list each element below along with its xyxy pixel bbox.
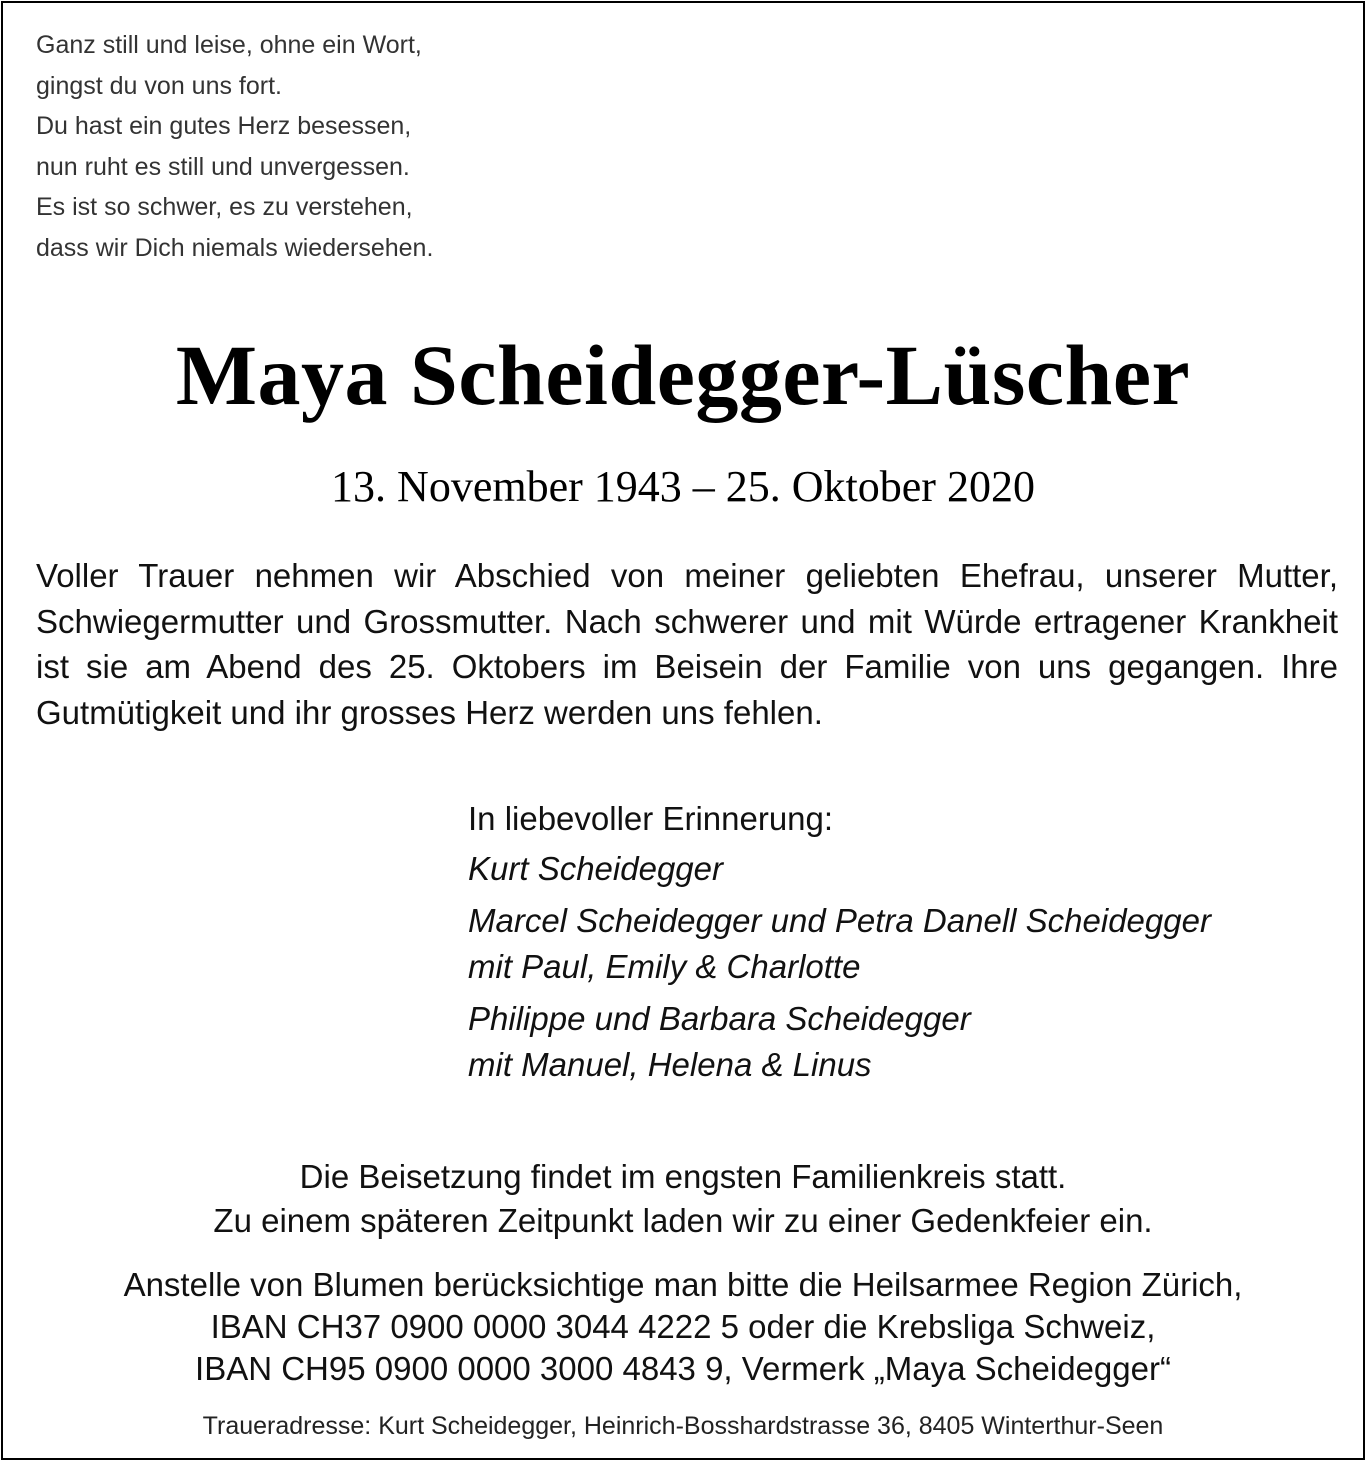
poem-line: dass wir Dich niemals wiedersehen. [36, 233, 434, 262]
funeral-line: Die Beisetzung findet im engsten Familienkreis statt. [299, 1158, 1067, 1195]
donation-line: IBAN CH37 0900 0000 3044 4222 5 oder die Krebsliga Schweiz, [210, 1308, 1156, 1345]
poem-line: Du hast ein gutes Herz besessen, [36, 112, 412, 140]
donation-line: IBAN CH95 0900 0000 3000 4843 9, Vermerk „Maya Scheidegger“ [195, 1350, 1171, 1387]
poem-line: Es ist so schwer, es zu verstehen, [36, 193, 413, 221]
life-dates: 13. November 1943 – 25. Oktober 2020 [331, 462, 1035, 511]
mourner-line: Marcel Scheidegger und Petra Danell Scheidegger [468, 902, 1211, 939]
poem-line: gingst du von uns fort. [36, 71, 282, 100]
poem-line: Ganz still und leise, ohne ein Wort, [36, 31, 422, 59]
obituary-frame [1, 1, 1365, 1460]
mourner-group [468, 898, 1211, 990]
poem [36, 25, 433, 268]
mourning-address: Traueradresse: Kurt Scheidegger, Heinrich-Bosshardstrasse 36, 8405 Winterthur-Seen [202, 1412, 1164, 1440]
deceased-name: Maya Scheidegger-Lüscher [175, 327, 1191, 423]
mourners-intro: In liebevoller Erinnerung: [468, 800, 834, 837]
mourner-line: Philippe und Barbara Scheidegger [468, 1000, 971, 1037]
mourner-line: Kurt Scheidegger [468, 850, 723, 887]
funeral-notice [3, 1155, 1363, 1243]
donation-line: Anstelle von Blumen berücksichtige man bitte die Heilsarmee Region Zürich, [123, 1266, 1243, 1303]
funeral-line: Zu einem späteren Zeitpunkt laden wir zu einer Gedenkfeier ein. [213, 1202, 1153, 1239]
poem-line: nun ruht es still und unvergessen. [36, 152, 410, 181]
mourner-line: mit Paul, Emily & Charlotte [468, 948, 861, 985]
mourner-line: mit Manuel, Helena & Linus [468, 1046, 872, 1083]
announcement-text: Voller Trauer nehmen wir Abschied von meiner geliebten Ehefrau, unserer Mutter, Schwiegermutter und Grossmutter. Nach schwerer und mit Würde ertragener Krankheit ist sie am Abend des 25. Oktobers im Beisein der Familie von uns gegangen. Ihre Gutmütigkeit und ihr grosses Herz werden uns fehlen. [36, 557, 1338, 731]
mourner-group [468, 846, 1211, 892]
donation-notice [3, 1264, 1363, 1390]
mourner-group [468, 996, 1211, 1088]
mourners-list [468, 796, 1211, 1094]
